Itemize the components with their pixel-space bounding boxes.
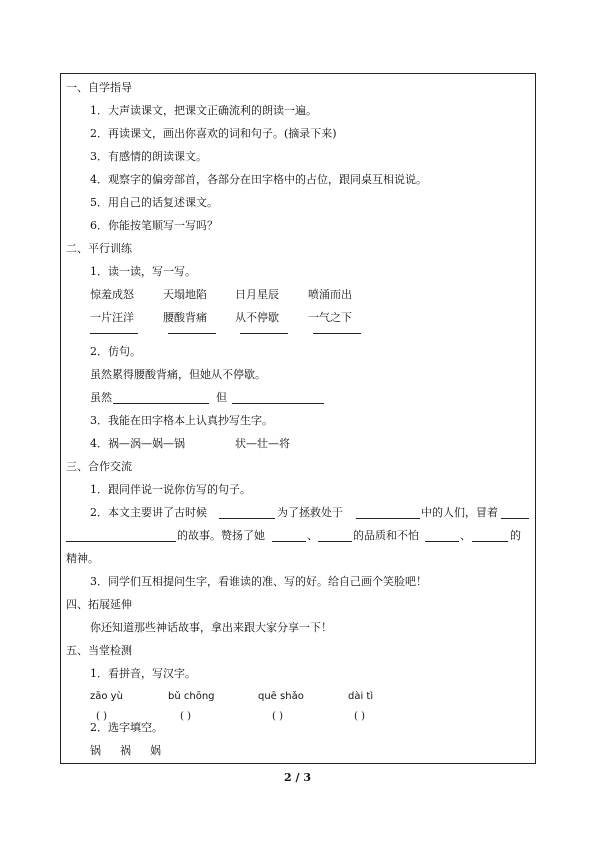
s3-q1: 1．跟同伴说一说你仿写的句子。	[90, 483, 251, 496]
s1-item-4: 4．观察字的偏旁部首，各部分在田字格中的占位，跟同桌互相说说。	[90, 173, 427, 186]
imitate-blank-a[interactable]	[113, 403, 209, 404]
fill-blank-8[interactable]	[472, 541, 508, 542]
copy-blank-4[interactable]	[313, 333, 361, 334]
word-5: 一片汪洋	[90, 311, 134, 324]
answer-paren-2[interactable]: ( )	[180, 711, 191, 722]
word-8: 一气之下	[308, 311, 352, 324]
s5-q1: 1．看拼音，写汉字。	[90, 667, 196, 680]
s2-q4-a: 4．祸—涡—娲—锅	[90, 437, 185, 450]
s1-item-3: 3．有感情的朗读课文。	[90, 150, 207, 163]
copy-blank-1[interactable]	[90, 333, 138, 334]
pinyin-1: zāo yù	[90, 691, 123, 702]
fill-blank-3[interactable]	[501, 518, 529, 519]
s3-q2-l3: 精神。	[66, 552, 99, 565]
section-title-2: 二、平行训练	[66, 242, 132, 255]
copy-blank-2[interactable]	[168, 333, 216, 334]
word-7: 从不停歇	[235, 311, 279, 324]
s1-item-5: 5．用自己的话复述课文。	[90, 196, 218, 209]
fill-blank-5[interactable]	[272, 541, 306, 542]
s2-q3: 3．我能在田字格本上认真抄写生字。	[90, 414, 273, 427]
word-2: 天塌地陷	[163, 288, 207, 301]
imitate-blank-b[interactable]	[232, 403, 324, 404]
s3-q2-l2-e: 的	[510, 529, 521, 542]
pinyin-3: quē shǎo	[258, 691, 304, 702]
s1-item-6: 6．你能按笔顺写一写吗？	[90, 219, 218, 232]
fill-blank-4[interactable]	[66, 541, 176, 542]
s4-text: 你还知道那些神话故事，拿出来跟大家分享一下！	[90, 621, 332, 634]
copy-blank-3[interactable]	[240, 333, 288, 334]
section-title-5: 五、当堂检测	[66, 644, 132, 657]
pinyin-2: bǔ chōng	[168, 691, 215, 702]
word-3: 日月星辰	[235, 288, 279, 301]
s3-q2-l2-a: 的故事。赞扬了她	[177, 529, 265, 542]
choice-char-1: 锅	[90, 744, 101, 757]
s5-q2: 2．选字填空。	[90, 721, 163, 734]
answer-paren-3[interactable]: ( )	[272, 711, 283, 722]
fill-blank-7[interactable]	[425, 541, 459, 542]
s2-q2: 2．仿句。	[90, 345, 141, 358]
s3-q2-l1-b: 为了拯救处于	[277, 506, 343, 519]
section-title-4: 四、拓展延伸	[66, 598, 132, 611]
section-title-3: 三、合作交流	[66, 460, 132, 473]
fill-blank-6[interactable]	[318, 541, 352, 542]
s3-q2-l2-c: 的品质和不怕	[353, 529, 419, 542]
s1-item-1: 1．大声读课文，把课文正确流利的朗读一遍。	[90, 104, 317, 117]
fill-blank-1[interactable]	[219, 518, 275, 519]
imitate-label-b: 但	[216, 391, 227, 404]
pinyin-4: dài tì	[348, 691, 374, 702]
s3-q2-l1-c: 中的人们，冒着	[421, 506, 498, 519]
imitate-label-a: 虽然	[90, 391, 112, 404]
s3-q3: 3．同学们互相提问生字，看谁读的准、写的好。给自己画个笑脸吧！	[90, 575, 427, 588]
s1-item-2: 2．再读课文，画出你喜欢的词和句子。(摘录下来)	[90, 127, 337, 140]
page-number: 2 / 3	[284, 771, 311, 784]
section-title-1: 一、自学指导	[66, 81, 132, 94]
answer-paren-4[interactable]: ( )	[354, 711, 365, 722]
word-6: 腰酸背痛	[163, 311, 207, 324]
s2-q1: 1．读一读，写一写。	[90, 265, 196, 278]
s2-q4-b: 状—壮—将	[235, 437, 290, 450]
word-1: 惊羞成怒	[90, 288, 134, 301]
s2-example: 虽然累得腰酸背痛，但她从不停歇。	[90, 368, 266, 381]
s3-q2-l1-a: 2．本文主要讲了古时候	[90, 506, 207, 519]
s3-q2-l2-d: 、	[460, 529, 471, 542]
word-4: 喷涌而出	[308, 288, 352, 301]
choice-char-2: 祸	[120, 744, 131, 757]
s3-q2-l2-b: 、	[307, 529, 318, 542]
choice-char-3: 娲	[150, 744, 161, 757]
fill-blank-2[interactable]	[356, 518, 420, 519]
answer-paren-1[interactable]: ( )	[96, 711, 107, 722]
